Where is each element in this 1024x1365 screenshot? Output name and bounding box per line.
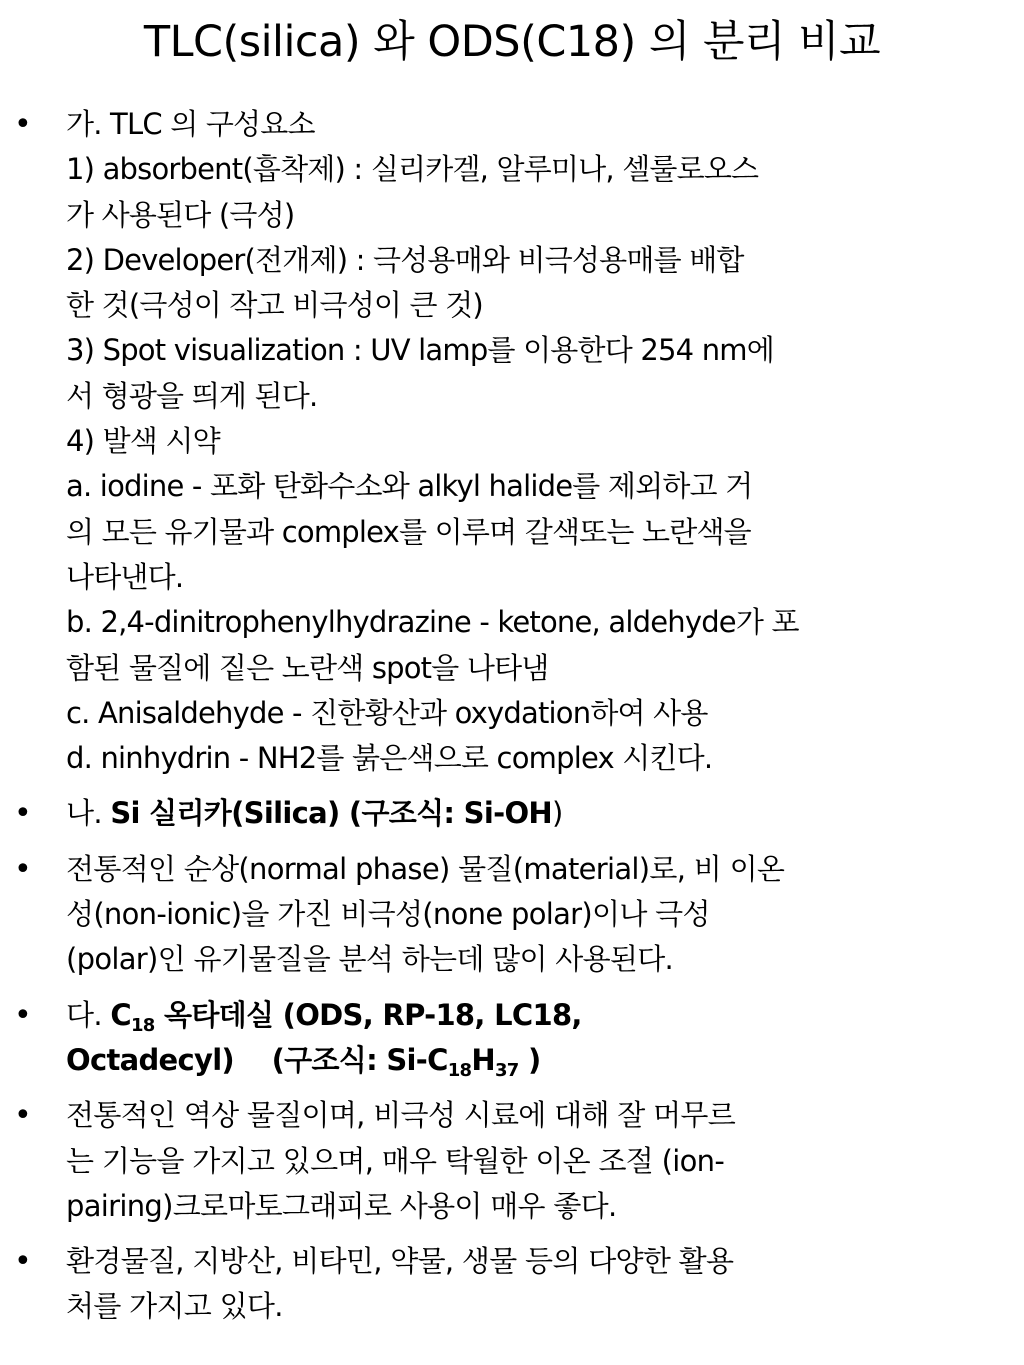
text-line: 처를 가지고 있다. bbox=[66, 1289, 283, 1324]
text-line: a. iodine - 포화 탄화수소와 alkyl halide를 제외하고 거 bbox=[66, 469, 753, 504]
list-item-c18-description bbox=[0, 1093, 1024, 1229]
text-line: 전통적인 순상(normal phase) 물질(material)로, 비 이온 bbox=[66, 851, 785, 886]
c18-heading-bold bbox=[110, 997, 582, 1036]
subscript: 37 bbox=[494, 1059, 519, 1081]
page-title: TLC(silica) 와 ODS(C18) 의 분리 비교 bbox=[143, 17, 881, 67]
formula-text: Octadecyl) (구조식: Si-C bbox=[66, 1042, 448, 1077]
text-line: 3) Spot visualization : UV lamp를 이용한다 254 nm에 bbox=[66, 333, 774, 368]
text-line: 한 것(극성이 작고 비극성이 큰 것) bbox=[66, 288, 483, 323]
text-line: b. 2,4-dinitrophenylhydrazine - ketone, aldehyde가 포 bbox=[66, 605, 799, 640]
text-line: d. ninhydrin - NH2를 붉은색으로 complex 시킨다. bbox=[66, 741, 713, 776]
text-line: 의 모든 유기물과 complex를 이루며 갈색또는 노란색을 bbox=[66, 514, 751, 549]
list-item-tlc-components bbox=[0, 102, 1024, 781]
text-line bbox=[66, 791, 1010, 836]
text-line: 나타낸다. bbox=[66, 559, 184, 594]
section-suffix: ) bbox=[551, 796, 563, 831]
bullet-icon: • bbox=[14, 1244, 32, 1280]
bullet-icon: • bbox=[14, 796, 32, 832]
text-line: 가 사용된다 (극성) bbox=[66, 197, 295, 232]
section-prefix: 다. bbox=[66, 997, 111, 1032]
c18-heading-rest: 옥타데실 (ODS, RP-18, LC18, bbox=[154, 997, 582, 1032]
bullet-icon: • bbox=[14, 851, 32, 887]
c-label: C bbox=[110, 997, 131, 1032]
section-prefix: 나. bbox=[66, 796, 111, 831]
text-line: 1) absorbent(흡착제) : 실리카겔, 알루미나, 셀룰로오스 bbox=[66, 152, 759, 187]
text-line: 함된 물질에 짙은 노란색 spot을 나타냄 bbox=[66, 650, 549, 685]
list-item-silica-description bbox=[0, 847, 1024, 983]
bullet-icon: • bbox=[14, 107, 32, 142]
c18-formula-bold bbox=[66, 1042, 541, 1081]
text-line: 서 형광을 띄게 된다. bbox=[66, 378, 318, 413]
text-line: 4) 발색 시약 bbox=[66, 424, 220, 459]
subscript: 18 bbox=[447, 1059, 472, 1081]
list-item-c18-heading bbox=[0, 993, 1024, 1084]
text-line bbox=[66, 993, 1010, 1038]
text-line: 는 기능을 가지고 있으며, 매우 탁월한 이온 조절 (ion- bbox=[66, 1143, 725, 1178]
text-line: 전통적인 역상 물질이며, 비극성 시료에 대해 잘 머무르 bbox=[66, 1098, 736, 1133]
text-line bbox=[66, 1038, 1010, 1083]
text-line: 성(non-ionic)을 가진 비극성(none polar)이나 극성 bbox=[66, 897, 710, 932]
subscript: 18 bbox=[130, 1014, 155, 1036]
silica-heading-bold: Si 실리카(Silica) (구조식: Si-OH bbox=[110, 796, 552, 831]
bullet-icon: • bbox=[14, 997, 32, 1033]
text-line: 2) Developer(전개제) : 극성용매와 비극성용매를 배합 bbox=[66, 242, 744, 277]
list-item-applications bbox=[0, 1239, 1024, 1330]
text-line: c. Anisaldehyde - 진한황산과 oxydation하여 사용 bbox=[66, 695, 708, 730]
text-line: 환경물질, 지방산, 비타민, 약물, 생물 등의 다양한 활용 bbox=[66, 1244, 734, 1279]
bullet-icon: • bbox=[14, 1098, 32, 1134]
text-line: 가. TLC 의 구성요소 bbox=[66, 107, 315, 141]
formula-text: H bbox=[471, 1042, 495, 1077]
content-body bbox=[0, 102, 1024, 1330]
text-line: pairing)크로마토그래피로 사용이 매우 좋다. bbox=[66, 1188, 617, 1223]
list-item-silica-heading bbox=[0, 791, 1024, 836]
text-line: (polar)인 유기물질을 분석 하는데 많이 사용된다. bbox=[66, 942, 674, 977]
formula-text: ) bbox=[518, 1042, 541, 1077]
